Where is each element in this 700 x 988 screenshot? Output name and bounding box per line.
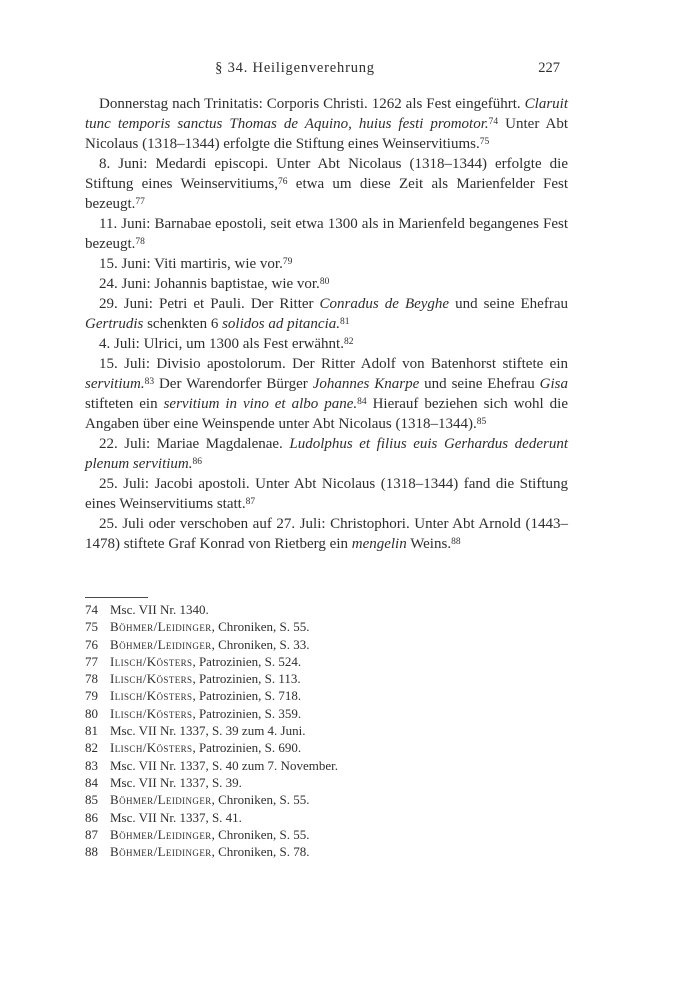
footnote-item [85,791,568,808]
footnote-item [85,757,568,774]
text-run: mengelin [351,536,407,552]
text-run: , Patrozinien, S. 718. [192,688,302,704]
footnote-ref: 80 [319,276,330,287]
footnote-number: 77 [85,653,98,669]
paragraph [85,294,568,334]
paragraph [85,474,568,514]
footnote-number: 83 [85,757,98,773]
text-run: Gertrudis [85,316,144,332]
footnote-text [110,636,568,653]
footnote-ref: 81 [340,316,350,327]
text-run: schenkten 6 [143,316,223,332]
footnote-text [110,774,568,791]
footnote-text [110,705,568,722]
text-run: und seine Ehefrau [419,376,540,392]
paragraph [85,514,568,554]
text-run: etwa um diese Zeit als Marienfelder Fest bezeugt. [85,176,568,212]
text-run: Böhmer/Leidinger [110,844,212,860]
text-run: Ilisch/Kösters [110,688,193,704]
text-run: , Patrozinien, S. 113. [192,671,301,687]
footnote-text [110,601,568,618]
text-run: Böhmer/Leidinger [110,619,212,635]
footnote-item [85,826,568,843]
footnote-number: 81 [85,723,98,739]
footnote-ref: 82 [343,336,354,347]
text-run: Böhmer/Leidinger [110,826,212,842]
text-run: 15. Juni: Viti martiris, wie vor. [99,256,283,272]
text-run: Ilisch/Kösters [110,705,193,721]
text-run: 4. Juli: Ulrici, um 1300 als Fest erwähnt. [99,336,344,352]
paragraph [85,274,568,294]
text-run: Böhmer/Leidinger [110,636,212,652]
footnote-item [85,618,568,635]
footnote-separator-rule [85,597,148,598]
footnote-text [110,757,568,774]
footnote-number: 84 [85,774,98,790]
text-run: 11. Juni: Barnabae epostoli, seit etwa 1300 als in Marienfeld begangenes Fest bezeugt. [85,216,568,252]
text-run: servitium in vino et albo pane. [163,396,358,412]
footnote-number: 82 [85,740,98,756]
text-run: Der Warendorfer Bürger [154,376,313,392]
text-run: Ilisch/Kösters [110,671,193,687]
page-number: 227 [538,60,560,76]
footnote-item [85,722,568,739]
footnotes [85,601,568,860]
footnote-ref: 85 [476,416,487,427]
footnote-ref: 79 [282,256,293,267]
text-run: 22. Juli: Mariae Magdalenae. [99,436,290,452]
footnote-number: 88 [85,844,98,860]
body-text [85,94,568,554]
paragraph [85,254,568,274]
footnote-text [110,722,568,739]
running-head [85,60,568,80]
footnote-ref: 83 [144,376,155,387]
footnote-number: 79 [85,688,98,704]
text-run: Msc. VII Nr. 1337, S. 39 zum 4. Juni. [110,723,306,739]
text-run: Msc. VII Nr. 1337, S. 39. [110,774,242,790]
text-run: Ilisch/Kösters [110,653,193,669]
footnote-number: 78 [85,671,98,687]
text-run: , Patrozinien, S. 359. [192,705,302,721]
footnote-ref: 84 [357,396,367,407]
footnote-text [110,653,568,670]
footnote-ref: 76 [278,176,288,187]
paragraph [85,214,568,254]
text-run: Msc. VII Nr. 1340. [110,602,209,617]
text-run: , Patrozinien, S. 524. [192,653,302,669]
footnote-item [85,636,568,653]
footnote-text [110,809,568,826]
footnote-text [110,826,568,843]
footnote-item [85,653,568,670]
footnote-number: 87 [85,826,98,842]
text-run: , Patrozinien, S. 690. [192,740,302,756]
footnote-ref: 77 [135,196,145,207]
text-run: und seine Ehefrau [449,296,568,312]
footnote-item [85,774,568,791]
text-run: Weins. [406,536,452,552]
footnote-ref: 75 [479,136,490,147]
paragraph [85,94,568,154]
text-run: servitium. [85,376,145,392]
footnote-number: 76 [85,636,98,652]
footnote-text [110,739,568,756]
footnote-item [85,739,568,756]
text-run: 29. Juni: Petri et Pauli. Der Ritter [99,296,320,312]
footnote-text [110,687,568,704]
footnote-item [85,809,568,826]
text-run: Msc. VII Nr. 1337, S. 41. [110,809,242,825]
footnote-ref: 74 [488,116,499,127]
footnote-number: 75 [85,619,98,635]
text-run: 25. Juli: Jacobi apostoli. Unter Abt Nicolaus (1318–1344) fand die Stiftung eines Weinservitiums statt. [85,476,568,512]
text-run: 25. Juli oder verschoben auf 27. Juli: Christophori. Unter Abt Arnold (1443–1478) stiftete Graf Konrad von Rietberg ein [85,516,568,552]
text-run: Johannes Knarpe [312,376,420,392]
footnote-text [110,670,568,687]
footnote-ref: 86 [192,456,202,467]
footnote-number: 86 [85,809,98,825]
footnote-item [85,843,568,860]
footnote-item [85,670,568,687]
footnote-text [110,618,568,635]
text-run: , Chroniken, S. 55. [211,826,310,842]
text-run: 8. Juni: Medardi episcopi. Unter Abt Nicolaus (1318–1344) erfolgte die Stiftung eines Weinservitiums, [85,156,568,192]
text-run: Ludolphus et filius euis Gerhardus dederunt plenum servitium. [85,436,569,472]
footnote-ref: 78 [135,236,145,247]
text-run: 15. Juli: Divisio apostolorum. Der Ritter Adolf von Batenhorst stiftete ein [99,356,568,372]
footnote-item [85,687,568,704]
paragraph [85,434,568,474]
paragraph [85,154,568,214]
footnote-number: 74 [85,602,98,617]
text-run: Claruit tunc temporis sanctus Thomas de Aquino, huius festi promotor. [85,96,568,132]
paragraph [85,334,568,354]
text-run: Ilisch/Kösters [110,740,193,756]
text-run: Conradus de Beyghe [319,296,450,312]
text-run: Gisa [539,376,569,392]
section-heading: § 34. Heiligenverehrung [215,60,375,76]
text-run: 24. Juni: Johannis baptistae, wie vor. [99,276,320,292]
text-run: Hierauf beziehen sich wohl die Angaben über eine Weinspende unter Abt Nicolaus (1318–1344). [85,396,569,432]
footnote-number: 85 [85,792,98,808]
footnote-ref: 88 [451,536,461,547]
text-run: Böhmer/Leidinger [110,792,212,808]
footnote-ref: 87 [245,496,256,507]
text-run: stifteten ein [85,396,164,412]
footnote-item [85,705,568,722]
text-run: Unter Abt Nicolaus (1318–1344) erfolgte die Stiftung eines Weinservitiums. [85,116,568,152]
paragraph [85,354,568,434]
text-run: Msc. VII Nr. 1337, S. 40 zum 7. November. [110,757,338,773]
text-run: , Chroniken, S. 55. [211,619,310,635]
text-run: , Chroniken, S. 55. [211,792,310,808]
text-run: solidos ad pitancia. [222,316,340,332]
footnote-item [85,601,568,618]
footnote-number: 80 [85,705,98,721]
footnote-text [110,843,568,860]
text-run: , Chroniken, S. 33. [211,636,310,652]
footnote-text [110,791,568,808]
text-run: Donnerstag nach Trinitatis: Corporis Christi. 1262 als Fest eingeführt. [99,96,525,112]
text-run: , Chroniken, S. 78. [211,844,310,860]
